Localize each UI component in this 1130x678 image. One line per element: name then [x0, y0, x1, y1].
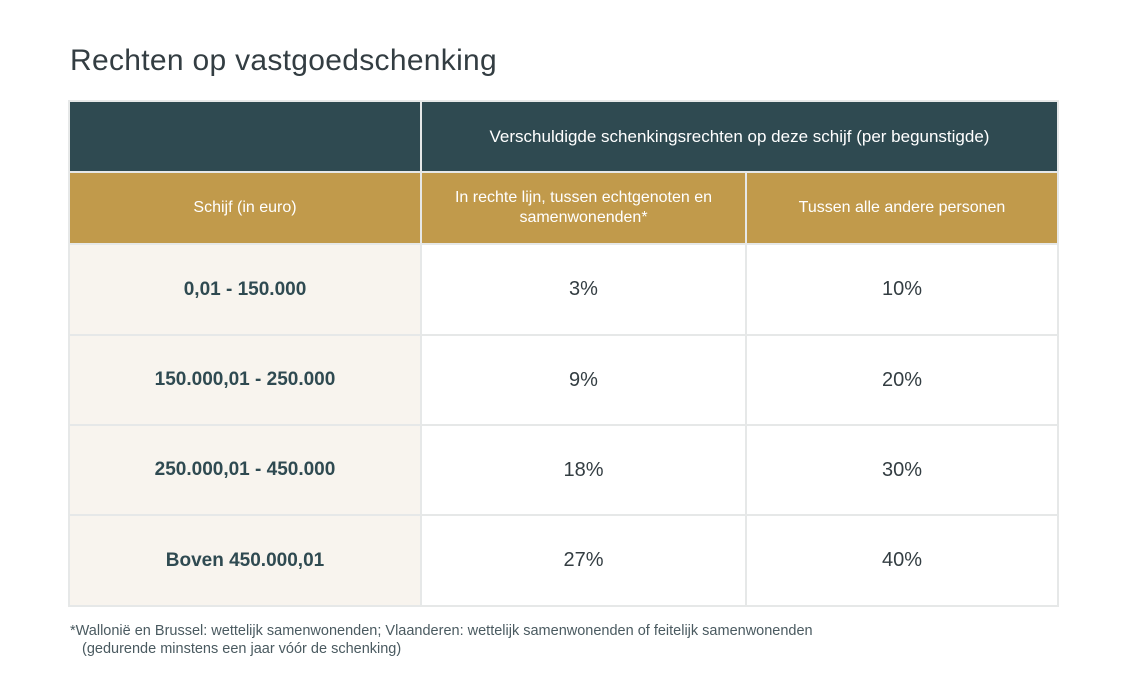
row-other-3: 30%: [747, 426, 1057, 514]
row-range-3: 250.000,01 - 450.000: [70, 426, 420, 514]
row-direct-3: 18%: [422, 426, 745, 514]
col-header-others: Tussen alle andere personen: [747, 173, 1057, 243]
header-empty-cell: [70, 102, 420, 171]
row-direct-4: 27%: [422, 516, 745, 605]
main-column-header: Verschuldigde schenkingsrechten op deze schijf (per begunstigde): [422, 102, 1057, 171]
row-range-4: Boven 450.000,01: [70, 516, 420, 605]
gift-tax-table: [68, 100, 1059, 607]
footnote: [70, 622, 813, 658]
col-header-direct-line: [422, 173, 745, 243]
row-other-4: 40%: [747, 516, 1057, 605]
col-header-bracket: Schijf (in euro): [70, 173, 420, 243]
footnote-line-2: (gedurende minstens een jaar vóór de schenking): [82, 641, 402, 657]
row-range-1: 0,01 - 150.000: [70, 245, 420, 334]
col-header-direct-line-label: In rechte lijn, tussen echtgenoten en samenwonenden*: [454, 189, 713, 226]
row-range-2: 150.000,01 - 250.000: [70, 336, 420, 424]
row-direct-2: 9%: [422, 336, 745, 424]
row-direct-1: 3%: [422, 245, 745, 334]
footnote-line-1: *Wallonië en Brussel: wettelijk samenwonenden; Vlaanderen: wettelijk samenwonenden of feitelijk samenwonenden: [70, 623, 813, 639]
page-title: Rechten op vastgoedschenking: [70, 44, 498, 77]
row-other-1: 10%: [747, 245, 1057, 334]
row-other-2: 20%: [747, 336, 1057, 424]
